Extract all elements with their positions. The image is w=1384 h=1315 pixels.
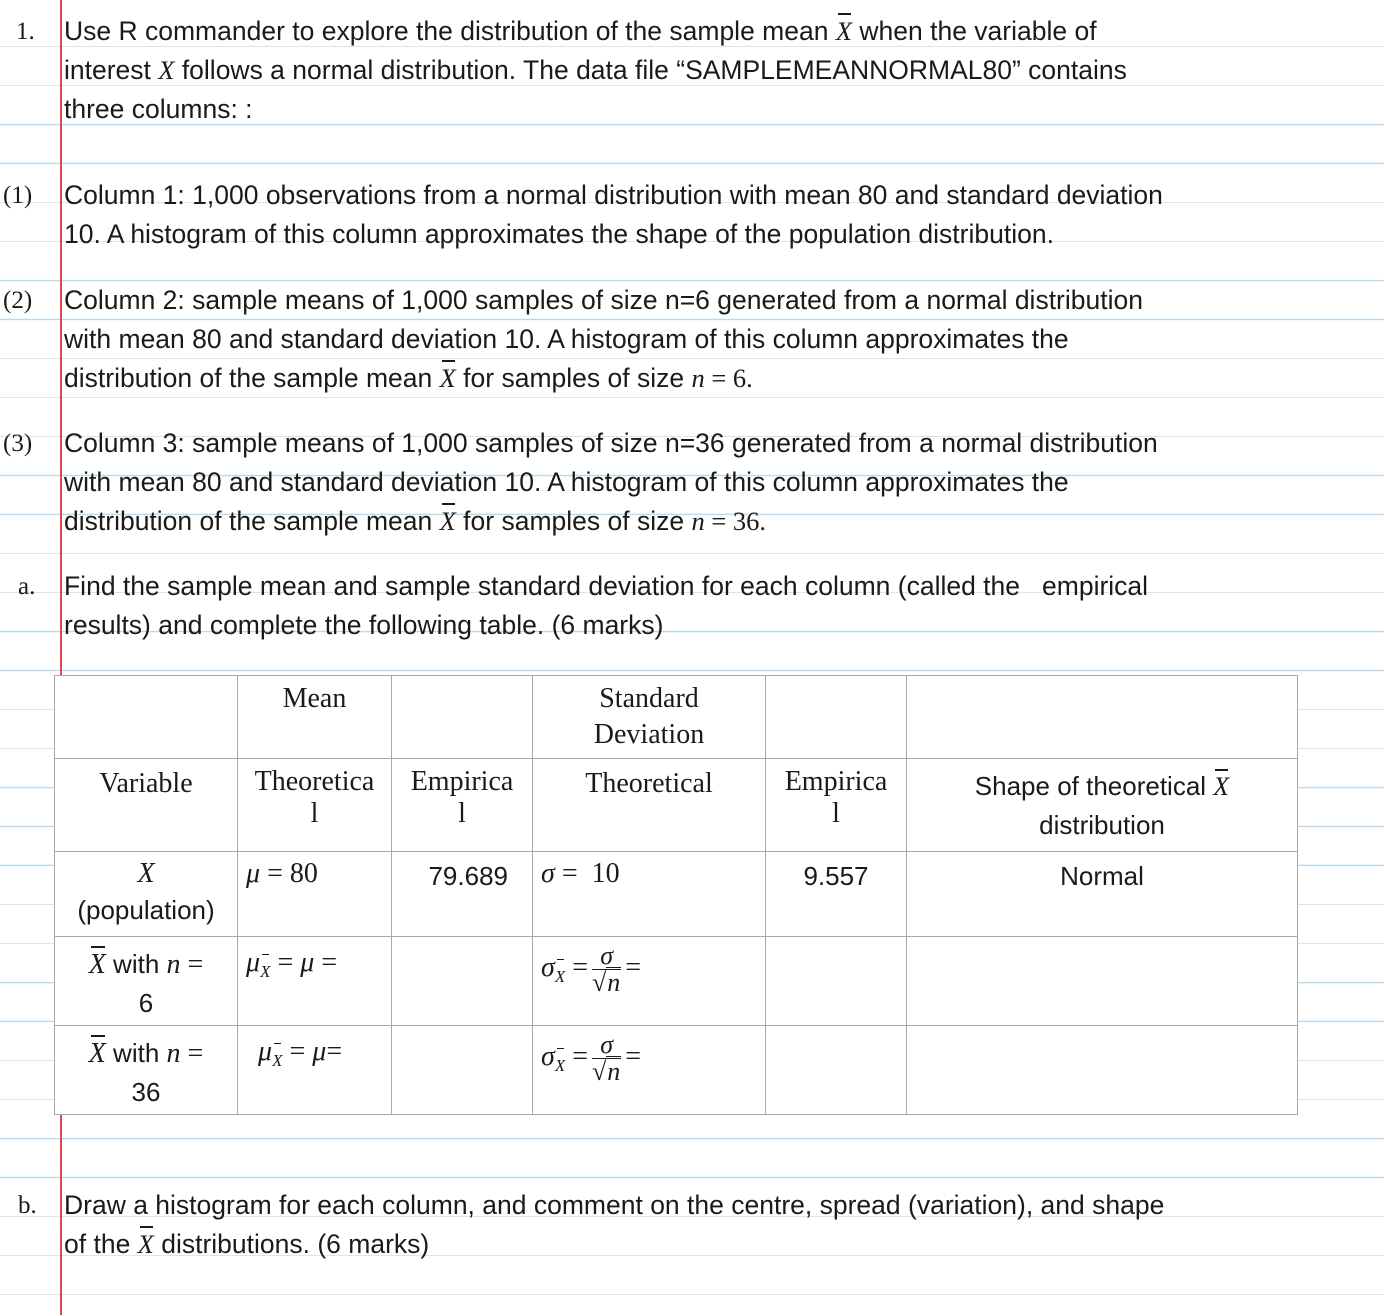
results-table bbox=[54, 675, 1298, 1115]
item-3-line-1: Column 3: sample means of 1,000 samples of size n=36 generated from a normal distribution bbox=[64, 428, 1158, 458]
item-2-line-2: with mean 80 and standard deviation 10. A histogram of this column approximates the bbox=[64, 324, 1069, 354]
cell-variable-x: X (population) bbox=[55, 852, 238, 937]
header-empty-cell bbox=[766, 676, 907, 759]
question-line-2: interest X follows a normal distribution. The data file “SAMPLEMEANNORMAL80” contains bbox=[64, 55, 1127, 85]
sigma-over-root-n: $\frac{\sigma}{√n}$ bbox=[592, 941, 621, 997]
header-empirical-sd: Empirica l bbox=[766, 759, 907, 852]
cell-theoretical-mean-xbar-36: $\mu_X = \mu=$ bbox=[238, 1026, 392, 1115]
cell-shape-x: Normal bbox=[907, 852, 1298, 937]
table-header-row-1 bbox=[55, 676, 1298, 759]
item-3-line-3: distribution of the sample mean X for samples of size n = 36. bbox=[64, 502, 766, 541]
cell-theoretical-mean-xbar-6: $\mu_X = \mu$ = bbox=[238, 937, 392, 1026]
cell-empirical-sd-xbar-6[interactable] bbox=[766, 937, 907, 1026]
table-header-row-2 bbox=[55, 759, 1298, 852]
cell-empirical-sd-xbar-36[interactable] bbox=[766, 1026, 907, 1115]
header-empty-cell bbox=[55, 676, 238, 759]
header-empirical-mean: Empirica l bbox=[392, 759, 533, 852]
sigma-over-root-n: $\frac{\sigma}{√n}$ bbox=[592, 1030, 621, 1086]
part-a-marker: a. bbox=[18, 573, 36, 600]
margin-line bbox=[60, 0, 62, 1315]
item-3-line-2: with mean 80 and standard deviation 10. A histogram of this column approximates the bbox=[64, 467, 1069, 497]
header-empty-cell bbox=[907, 676, 1298, 759]
question-line-3: three columns: : bbox=[64, 94, 253, 124]
part-b-line-2: of the X distributions. (6 marks) bbox=[64, 1225, 429, 1264]
table-row-population bbox=[55, 852, 1298, 937]
cell-empirical-mean-xbar-36[interactable] bbox=[392, 1026, 533, 1115]
cell-theoretical-sd-x: σ = 10 bbox=[533, 852, 766, 937]
item-1-line-2: 10. A histogram of this column approximates the shape of the population distribution. bbox=[64, 219, 1054, 249]
item-3-marker: (3) bbox=[3, 430, 33, 457]
cell-variable-xbar-6: X with n = 6 bbox=[55, 937, 238, 1026]
cell-shape-xbar-6[interactable] bbox=[907, 937, 1298, 1026]
item-1-line-1: Column 1: 1,000 observations from a normal distribution with mean 80 and standard deviation bbox=[64, 180, 1163, 210]
item-2-line-1: Column 2: sample means of 1,000 samples of size n=6 generated from a normal distribution bbox=[64, 285, 1143, 315]
header-theoretical-sd: Theoretical bbox=[533, 759, 766, 852]
cell-theoretical-mean-x: μ = 80 bbox=[238, 852, 392, 937]
cell-empirical-sd-x: 9.557 bbox=[766, 852, 907, 937]
question-number: 1. bbox=[16, 18, 35, 45]
cell-theoretical-sd-xbar-36: $\sigma_X$ = $\frac{\sigma}{√n}$ = bbox=[533, 1026, 766, 1115]
table-row-xbar-n36 bbox=[55, 1026, 1298, 1115]
part-b-marker: b. bbox=[18, 1192, 37, 1219]
item-2-line-3: distribution of the sample mean X for samples of size n = 6. bbox=[64, 359, 753, 398]
item-1-marker: (1) bbox=[3, 182, 33, 209]
item-2-marker: (2) bbox=[3, 287, 33, 314]
header-standard-deviation: Standard Deviation bbox=[533, 676, 766, 759]
header-variable: Variable bbox=[55, 759, 238, 852]
part-a-line-1: Find the sample mean and sample standard deviation for each column (called the empirical bbox=[64, 571, 1149, 601]
cell-empirical-mean-xbar-6[interactable] bbox=[392, 937, 533, 1026]
cell-theoretical-sd-xbar-6: $\sigma_X$ = $\frac{\sigma}{√n}$ = bbox=[533, 937, 766, 1026]
header-empty-cell bbox=[392, 676, 533, 759]
header-mean: Mean bbox=[238, 676, 392, 759]
table-row-xbar-n6 bbox=[55, 937, 1298, 1026]
header-theoretical-mean: Theoretica l bbox=[238, 759, 392, 852]
part-b-line-1: Draw a histogram for each column, and comment on the centre, spread (variation), and shape bbox=[64, 1190, 1165, 1220]
cell-empirical-mean-x: 79.689 bbox=[392, 852, 533, 937]
cell-shape-xbar-36[interactable] bbox=[907, 1026, 1298, 1115]
cell-variable-xbar-36: X with n = 36 bbox=[55, 1026, 238, 1115]
part-a-line-2: results) and complete the following table. (6 marks) bbox=[64, 610, 664, 640]
question-line-1: Use R commander to explore the distribution of the sample mean X when the variable of bbox=[64, 12, 1097, 51]
header-shape: Shape of theoretical X distribution bbox=[907, 759, 1298, 852]
